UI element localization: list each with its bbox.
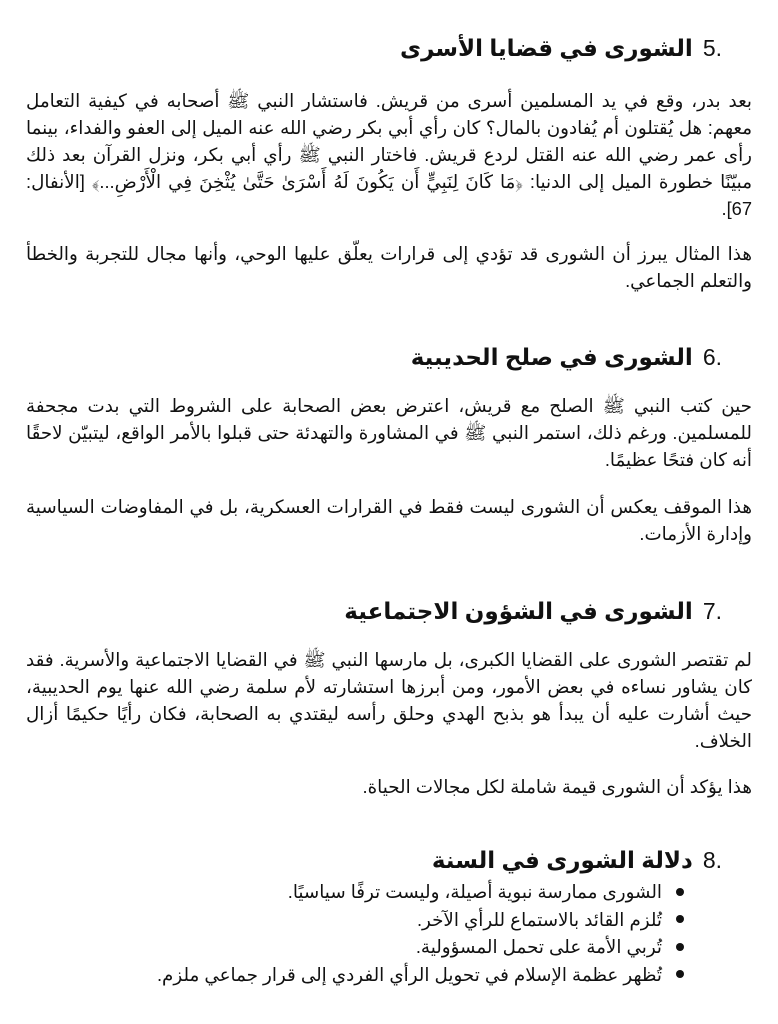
paragraph: هذا الموقف يعكس أن الشورى ليست فقط في القرارات العسكرية، بل في المفاوضات السياسية وإدارة الأزمات.: [26, 496, 752, 544]
paragraph: حين كتب النبي ﷺ الصلح مع قريش، اعترض بعض الصحابة على الشروط التي بدت مجحفة للمسلمين. ورغم ذلك، استمر النبي ﷺ في المشاورة والتهدئة حتى قبلوا بالأمر الواقع، ليتبيّن لاحقًا أنه كان فتحًا عظيمًا.: [26, 395, 752, 470]
section-title: الشورى في صلح الحديبية: [410, 344, 693, 370]
bullet-icon: [676, 888, 684, 896]
bullet-icon: [676, 915, 684, 923]
list-item-text: تُظهر عظمة الإسلام في تحويل الرأي الفردي إلى قرار جماعي ملزم.: [156, 963, 662, 985]
paragraph: هذا يؤكد أن الشورى قيمة شاملة لكل مجالات الحياة.: [362, 776, 752, 797]
bullet-icon: [676, 943, 684, 951]
list-item: [26, 933, 752, 961]
section-number: 8.: [702, 847, 722, 873]
section-heading-6: [26, 342, 752, 372]
section-number: 5.: [702, 35, 722, 61]
section-title: الشورى في الشؤون الاجتماعية: [344, 598, 693, 624]
section-heading-5: [26, 33, 752, 63]
section-number: 6.: [702, 344, 722, 370]
list-item-text: تُربي الأمة على تحمل المسؤولية.: [415, 936, 662, 957]
list-item-text: الشورى ممارسة نبوية أصيلة، وليست ترفًا سياسيًا.: [287, 881, 662, 902]
section-number: 7.: [702, 598, 722, 624]
section-title: الشورى في قضايا الأسرى: [400, 35, 693, 61]
section-heading-8: [26, 845, 752, 875]
bullet-list: [26, 878, 752, 988]
paragraph: لم تقتصر الشورى على القضايا الكبرى، بل مارسها النبي ﷺ في القضايا الاجتماعية والأسرية. فقد كان يشاور نساءه في بعض الأمور، ومن أبرزها استشارته لأم سلمة رضي الله عنها يوم الحديبية، حيث أشارت عليه أن يبدأ هو بذبح الهدي وحلق رأسه ليقتدي به الصحابة، فكان رأيًا حكيمًا أزال الخلاف.: [26, 649, 752, 751]
paragraph: هذا المثال يبرز أن الشورى قد تؤدي إلى قرارات يعلّق عليها الوحي، وأنها مجال للتجربة والخطأ والتعلم الجماعي.: [26, 243, 752, 291]
list-item-text: تُلزم القائد بالاستماع للرأي الآخر.: [416, 908, 662, 930]
list-item: [26, 878, 752, 906]
list-item: [26, 906, 752, 934]
bullet-icon: [676, 970, 684, 978]
paragraph: بعد بدر، وقع في يد المسلمين أسرى من قريش. فاستشار النبي ﷺ أصحابه في كيفية التعامل معهم: هل يُقتلون أم يُفادون بالمال؟ كان رأي أبي بكر رضي الله عنه الميل إلى العفو والفداء، بينما رأى عمر رضي الله عنه القتل لردع قريش. فاختار النبي ﷺ رأي أبي بكر، ونزل القرآن بعد ذلك مبيّنًا خطورة الميل إلى الدنيا: ﴿مَا كَانَ لِنَبِيٍّ أَن يَكُونَ لَهُ أَسْرَىٰ حَتَّىٰ يُثْخِنَ فِي الْأَرْضِ...﴾ [الأنفال: 67].: [26, 90, 752, 219]
list-item: [26, 961, 752, 989]
section-title: دلالة الشورى في السنة: [431, 847, 693, 873]
section-heading-7: [26, 596, 752, 626]
